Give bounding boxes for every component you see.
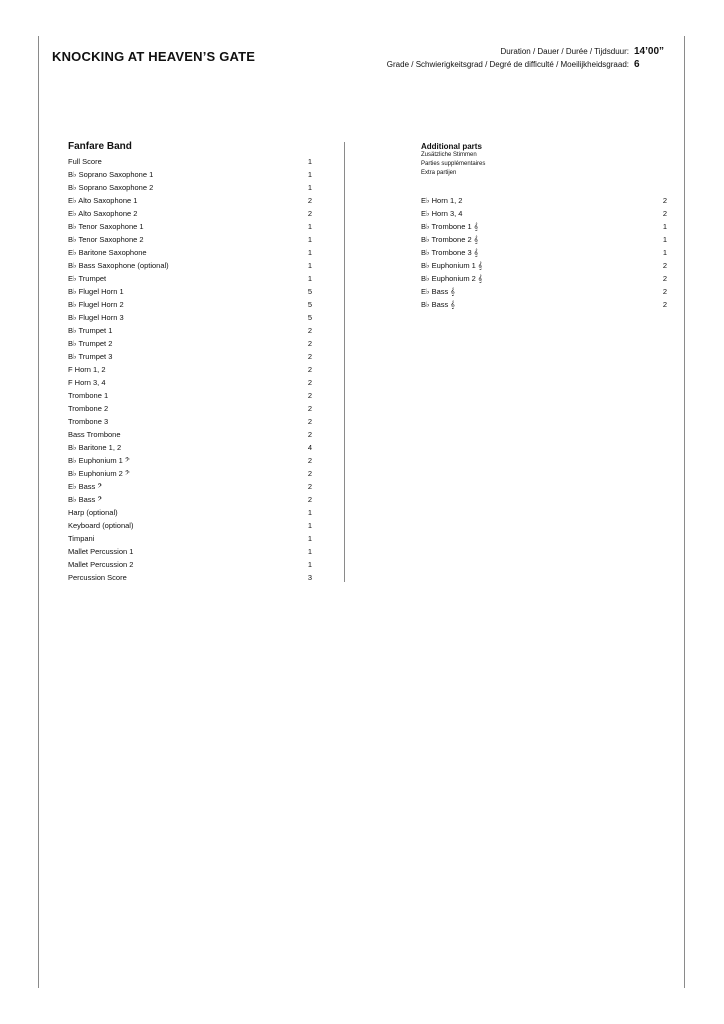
- part-name: B♭ Baritone 1, 2: [68, 443, 122, 452]
- duration-value: 14’00”: [634, 46, 665, 57]
- part-row: [421, 272, 667, 285]
- fanfare-band-heading: Fanfare Band: [68, 141, 132, 152]
- part-quantity: 1: [662, 222, 667, 231]
- part-quantity: 2: [307, 352, 312, 361]
- right-margin-rule: [684, 36, 685, 988]
- fanfare-band-parts-list: [68, 141, 316, 584]
- part-quantity: 2: [662, 261, 667, 270]
- part-name: B♭ Euphonium 1 𝄢: [68, 456, 130, 465]
- part-name: E♭ Alto Saxophone 1: [68, 196, 138, 205]
- part-quantity: 2: [662, 287, 667, 296]
- part-row: [421, 220, 667, 233]
- part-row: [68, 441, 316, 454]
- part-name: B♭ Trombone 2 𝄞: [421, 235, 479, 244]
- part-quantity: 2: [307, 482, 312, 491]
- part-row: [68, 519, 316, 532]
- part-name: B♭ Soprano Saxophone 1: [68, 170, 154, 179]
- part-quantity: 2: [307, 365, 312, 374]
- part-name: Trombone 3: [68, 417, 109, 426]
- fanfare-rows: [68, 155, 316, 584]
- part-name: E♭ Bass 𝄞: [421, 287, 455, 296]
- part-row: [68, 285, 316, 298]
- part-quantity: 1: [307, 274, 312, 283]
- part-name: E♭ Horn 1, 2: [421, 196, 463, 205]
- part-row: [68, 558, 316, 571]
- part-row: [421, 246, 667, 259]
- part-row: [68, 389, 316, 402]
- part-row: [68, 168, 316, 181]
- part-row: [68, 545, 316, 558]
- part-quantity: 2: [307, 326, 312, 335]
- part-quantity: 2: [307, 196, 312, 205]
- part-row: [421, 285, 667, 298]
- part-row: [68, 311, 316, 324]
- part-row: [68, 220, 316, 233]
- part-row: [68, 272, 316, 285]
- part-row: [68, 324, 316, 337]
- part-name: B♭ Bass 𝄢: [68, 495, 103, 504]
- part-name: Trombone 1: [68, 391, 109, 400]
- part-name: Timpani: [68, 534, 95, 543]
- part-quantity: 1: [307, 261, 312, 270]
- part-quantity: 1: [307, 170, 312, 179]
- part-name: B♭ Bass Saxophone (optional): [68, 261, 169, 270]
- part-name: Mallet Percussion 1: [68, 547, 134, 556]
- grade-value: 6: [634, 59, 640, 70]
- part-name: Keyboard (optional): [68, 521, 134, 530]
- part-row: [68, 402, 316, 415]
- part-quantity: 2: [307, 339, 312, 348]
- part-quantity: 5: [307, 313, 312, 322]
- part-row: [68, 506, 316, 519]
- part-row: [68, 259, 316, 272]
- subheading-french: Parties supplémentaires: [421, 161, 486, 167]
- part-name: B♭ Euphonium 1 𝄞: [421, 261, 483, 270]
- additional-parts-subheadings: [421, 151, 667, 178]
- part-row: [68, 493, 316, 506]
- part-quantity: 1: [307, 235, 312, 244]
- part-name: E♭ Horn 3, 4: [421, 209, 463, 218]
- part-name: B♭ Trumpet 1: [68, 326, 113, 335]
- part-row: [68, 155, 316, 168]
- part-quantity: 3: [307, 573, 312, 582]
- grade-line: [387, 59, 664, 70]
- part-quantity: 1: [307, 508, 312, 517]
- part-name: E♭ Bass 𝄢: [68, 482, 103, 491]
- part-name: B♭ Soprano Saxophone 2: [68, 183, 154, 192]
- duration-label: Duration / Dauer / Durée / Tijdsduur:: [500, 47, 629, 56]
- part-name: B♭ Flugel Horn 2: [68, 300, 124, 309]
- part-quantity: 2: [307, 378, 312, 387]
- part-name: E♭ Alto Saxophone 2: [68, 209, 138, 218]
- part-quantity: 1: [662, 235, 667, 244]
- part-quantity: 4: [307, 443, 312, 452]
- part-quantity: 5: [307, 287, 312, 296]
- part-name: B♭ Trombone 1 𝄞: [421, 222, 479, 231]
- part-quantity: 2: [307, 417, 312, 426]
- part-quantity: 1: [662, 248, 667, 257]
- part-quantity: 1: [307, 248, 312, 257]
- part-quantity: 1: [307, 157, 312, 166]
- part-row: [68, 571, 316, 584]
- part-quantity: 2: [307, 456, 312, 465]
- part-row: [68, 337, 316, 350]
- piece-title: KNOCKING AT HEAVEN’S GATE: [52, 49, 256, 64]
- left-margin-rule: [38, 36, 39, 988]
- part-quantity: 2: [307, 495, 312, 504]
- part-row: [68, 194, 316, 207]
- part-row: [68, 298, 316, 311]
- part-name: F Horn 1, 2: [68, 365, 106, 374]
- part-name: B♭ Flugel Horn 1: [68, 287, 124, 296]
- subheading-dutch: Extra partijen: [421, 170, 457, 176]
- part-quantity: 1: [307, 521, 312, 530]
- part-quantity: 1: [307, 547, 312, 556]
- part-row: [421, 298, 667, 311]
- duration-line: [500, 46, 664, 57]
- part-name: Harp (optional): [68, 508, 118, 517]
- part-row: [421, 259, 667, 272]
- column-divider: [344, 142, 345, 582]
- part-row: [68, 480, 316, 493]
- part-quantity: 1: [307, 222, 312, 231]
- part-quantity: 2: [307, 209, 312, 218]
- part-name: Bass Trombone: [68, 430, 121, 439]
- part-row: [68, 207, 316, 220]
- part-name: B♭ Tenor Saxophone 1: [68, 222, 144, 231]
- part-quantity: 1: [307, 560, 312, 569]
- part-row: [68, 428, 316, 441]
- part-name: B♭ Euphonium 2 𝄢: [68, 469, 130, 478]
- part-row: [68, 233, 316, 246]
- part-name: F Horn 3, 4: [68, 378, 106, 387]
- part-quantity: 1: [307, 534, 312, 543]
- part-row: [68, 246, 316, 259]
- part-quantity: 2: [662, 300, 667, 309]
- part-quantity: 2: [307, 391, 312, 400]
- part-row: [68, 181, 316, 194]
- grade-label: Grade / Schwierigkeitsgrad / Degré de difficulté / Moeilijkheidsgraad:: [386, 60, 629, 69]
- part-row: [68, 454, 316, 467]
- part-row: [421, 233, 667, 246]
- part-quantity: 2: [307, 404, 312, 413]
- part-row: [68, 467, 316, 480]
- part-name: E♭ Trumpet: [68, 274, 107, 283]
- part-quantity: 5: [307, 300, 312, 309]
- part-name: B♭ Tenor Saxophone 2: [68, 235, 144, 244]
- part-row: [68, 532, 316, 545]
- part-name: B♭ Bass 𝄞: [421, 300, 455, 309]
- part-row: [68, 363, 316, 376]
- part-row: [68, 415, 316, 428]
- part-row: [68, 376, 316, 389]
- additional-parts-list: [421, 142, 667, 311]
- part-name: B♭ Flugel Horn 3: [68, 313, 124, 322]
- part-quantity: 2: [662, 274, 667, 283]
- part-name: B♭ Euphonium 2 𝄞: [421, 274, 483, 283]
- part-row: [68, 350, 316, 363]
- part-name: Full Score: [68, 157, 102, 166]
- part-quantity: 2: [307, 430, 312, 439]
- part-name: B♭ Trumpet 3: [68, 352, 113, 361]
- part-name: B♭ Trombone 3 𝄞: [421, 248, 479, 257]
- part-name: Percussion Score: [68, 573, 127, 582]
- part-name: Mallet Percussion 2: [68, 560, 134, 569]
- additional-rows: [421, 194, 667, 311]
- part-row: [421, 207, 667, 220]
- part-row: [421, 194, 667, 207]
- part-quantity: 1: [307, 183, 312, 192]
- part-name: E♭ Baritone Saxophone: [68, 248, 147, 257]
- part-name: Trombone 2: [68, 404, 109, 413]
- part-quantity: 2: [307, 469, 312, 478]
- additional-parts-heading: Additional parts: [421, 142, 482, 151]
- part-quantity: 2: [662, 209, 667, 218]
- subheading-german: Zusätzliche Stimmen: [421, 152, 477, 158]
- part-name: B♭ Trumpet 2: [68, 339, 113, 348]
- part-quantity: 2: [662, 196, 667, 205]
